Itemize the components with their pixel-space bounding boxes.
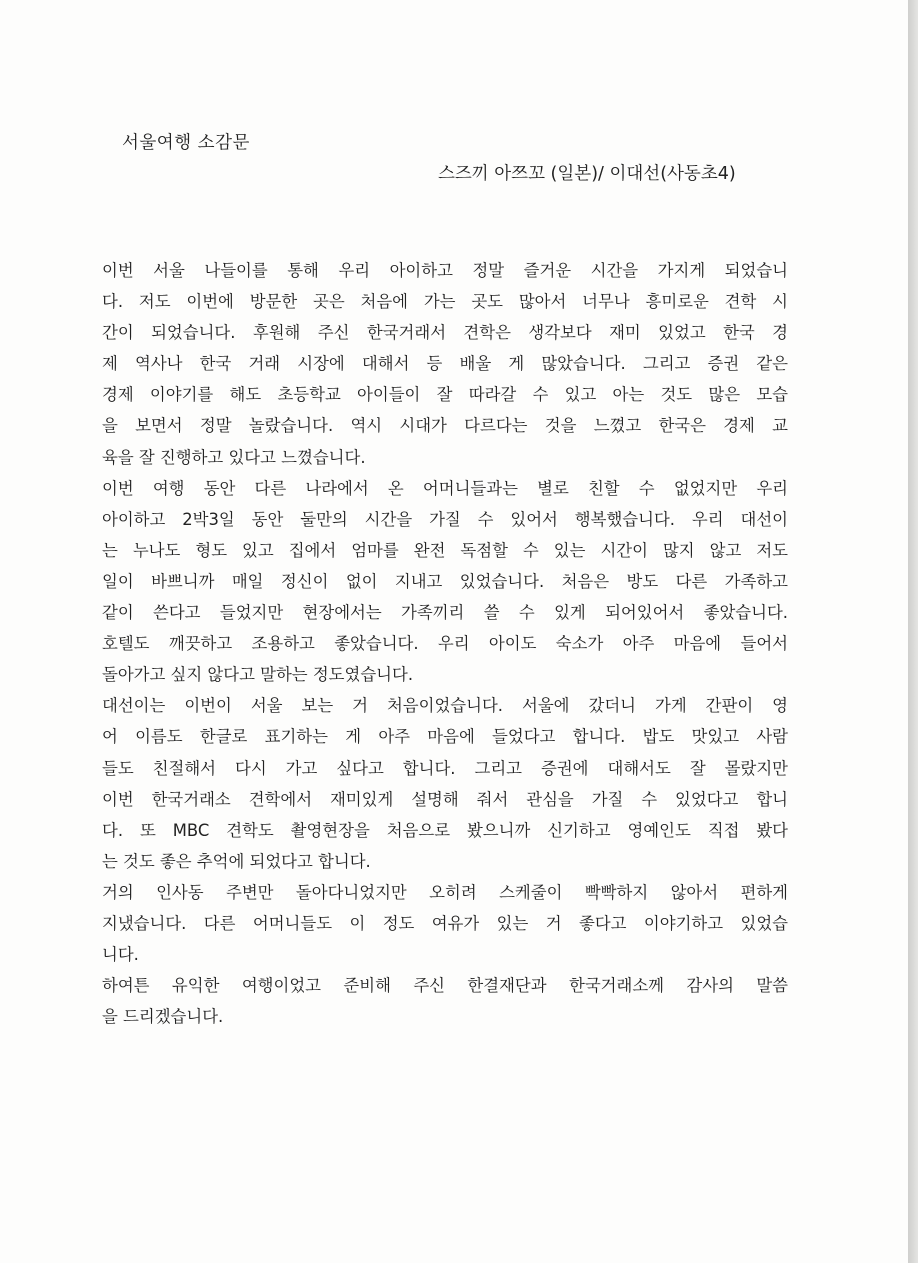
body-line: 간이 되었습니다. 후원해 주신 한국거래서 견학은 생각보다 재미 있었고 한국 경 xyxy=(102,323,788,343)
body-line: 일이 바쁘니까 매일 정신이 없이 지내고 있었습니다. 처음은 방도 다른 가족하고 xyxy=(102,571,788,591)
document-title: 서울여행 소감문 xyxy=(122,133,250,153)
body-line: 다. 또 MBC 견학도 촬영현장을 처음으로 봤으니까 신기하고 영예인도 직접 봤다 xyxy=(102,820,788,840)
body-line: 대선이는 이번이 서울 보는 거 처음이었습니다. 서울에 갔더니 가게 간판이 영 xyxy=(102,696,788,716)
body-line: 아이하고 2박3일 동안 둘만의 시간을 가질 수 있어서 행복했습니다. 우리 대선이 xyxy=(102,509,788,529)
body-line: 들도 친절해서 다시 가고 싶다고 합니다. 그리고 증권에 대해서도 잘 몰랐지만 xyxy=(102,758,788,778)
body-line: 돌아가고 싶지 않다고 말하는 정도였습니다. xyxy=(102,665,414,685)
body-line: 니다. xyxy=(102,945,139,965)
body-line: 이번 한국거래소 견학에서 재미있게 설명해 줘서 관심을 가질 수 있었다고 합니 xyxy=(102,789,788,809)
body-line: 호텔도 깨끗하고 조용하고 좋았습니다. 우리 아이도 숙소가 아주 마음에 들어서 xyxy=(102,634,788,654)
scan-edge xyxy=(908,0,918,1263)
author-line: 스즈끼 아쯔꼬 (일본)/ 이대선(사동초4) xyxy=(438,164,736,184)
body-line: 을 드리겠습니다. xyxy=(102,1007,224,1027)
body-text xyxy=(102,255,788,1032)
body-line: 는 누나도 형도 있고 집에서 엄마를 완전 독점할 수 있는 시간이 많지 않고 저도 xyxy=(102,540,788,560)
body-line: 어 이름도 한글로 표기하는 게 아주 마음에 들었다고 합니다. 밥도 맛있고 사람 xyxy=(102,727,788,747)
body-line: 같이 쓴다고 들었지만 현장에서는 가족끼리 쓸 수 있게 되어있어서 좋았습니다. xyxy=(102,603,788,623)
body-line: 을 보면서 정말 놀랐습니다. 역시 시대가 다르다는 것을 느꼈고 한국은 경제 교 xyxy=(102,416,788,436)
body-line: 제 역사나 한국 거래 시장에 대해서 등 배울 게 많았습니다. 그리고 증권 같은 xyxy=(102,354,788,374)
body-line: 하여튼 유익한 여행이었고 준비해 주신 한결재단과 한국거래소께 감사의 말씀 xyxy=(102,976,788,996)
body-line: 다. 저도 이번에 방문한 곳은 처음에 가는 곳도 많아서 너무나 흥미로운 견학 시 xyxy=(102,292,788,312)
body-line: 지냈습니다. 다른 어머니들도 이 정도 여유가 있는 거 좋다고 이야기하고 있었습 xyxy=(102,913,788,933)
body-line: 는 것도 좋은 추억에 되었다고 합니다. xyxy=(102,851,371,871)
body-line: 이번 여행 동안 다른 나라에서 온 어머니들과는 별로 친할 수 없었지만 우리 xyxy=(102,478,788,498)
body-line: 경제 이야기를 해도 초등학교 아이들이 잘 따라갈 수 있고 아는 것도 많은 모습 xyxy=(102,385,788,405)
body-line: 거의 인사동 주변만 돌아다니었지만 오히려 스케줄이 빡빡하지 않아서 편하게 xyxy=(102,882,788,902)
body-line: 이번 서울 나들이를 통해 우리 아이하고 정말 즐거운 시간을 가지게 되었습니 xyxy=(102,261,788,280)
body-line: 육을 잘 진행하고 있다고 느꼈습니다. xyxy=(102,447,366,467)
